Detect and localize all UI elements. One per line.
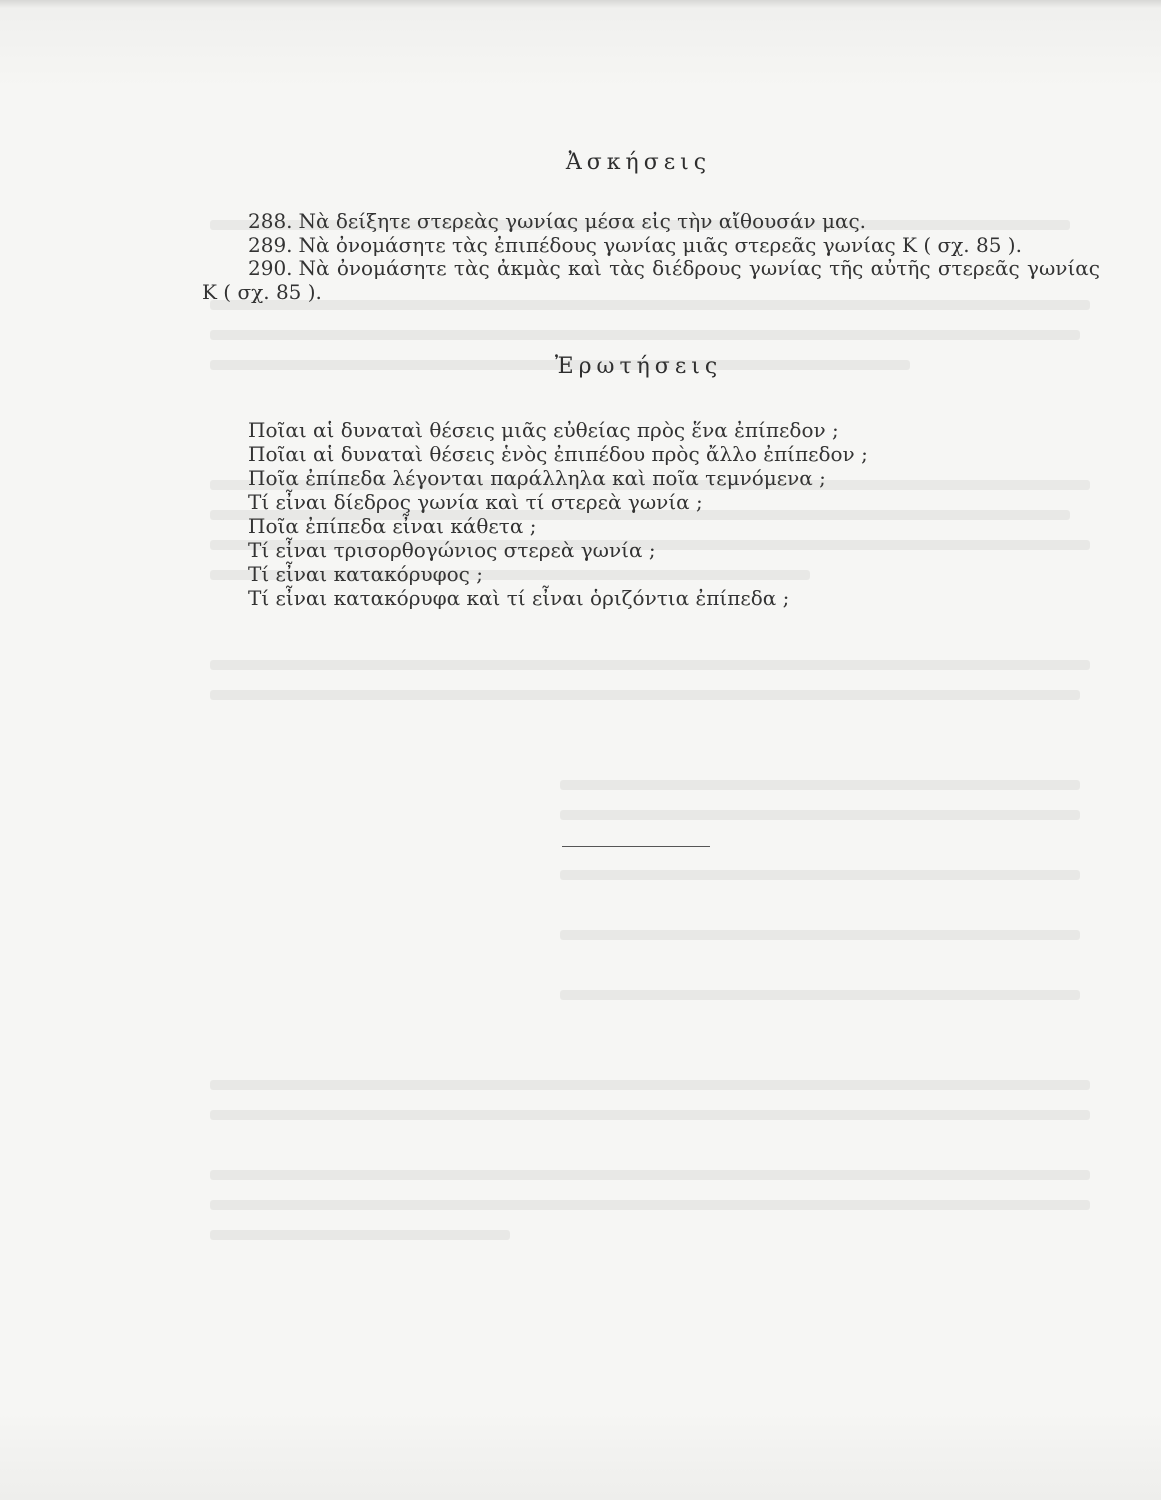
question-item: Τί εἶναι τρισορθογώνιος στερεὰ γωνία ; xyxy=(248,538,656,562)
questions-list xyxy=(248,418,1068,610)
question-item: Τί εἶναι κατακόρυφα καὶ τί εἶναι ὁριζόντια ἐπίπεδα ; xyxy=(248,586,790,610)
exercise-item xyxy=(202,234,1100,258)
question-item: Ποῖαι αἱ δυναταὶ θέσεις ἑνὸς ἐπιπέδου πρὸς ἄλλο ἐπίπεδον ; xyxy=(248,442,868,466)
question-item: Ποῖαι αἱ δυναταὶ θέσεις μιᾶς εὐθείας πρὸς ἕνα ἐπίπεδον ; xyxy=(248,418,839,442)
exercise-number: 290. xyxy=(248,256,293,280)
exercise-number: 289. xyxy=(248,232,293,257)
exercises-heading: Ἀσκήσεις xyxy=(565,150,712,175)
page-top-edge xyxy=(0,0,1161,8)
question-item: Ποῖα ἐπίπεδα λέγονται παράλληλα καὶ ποῖα τεμνόμενα ; xyxy=(248,466,826,490)
questions-heading: Ἐρωτήσεις xyxy=(554,354,723,379)
exercise-item xyxy=(202,257,1100,304)
exercises-list xyxy=(202,210,1100,304)
question-item: Ποῖα ἐπίπεδα εἶναι κάθετα ; xyxy=(248,514,537,538)
exercise-text: Νὰ ὀνομάσητε τὰς ἀκμὰς καὶ τὰς διέδρους γωνίας τῆς αὐτῆς στερεᾶς γωνίας Κ ( σχ. 85 ). xyxy=(202,256,1100,304)
exercise-number: 288. xyxy=(248,209,293,233)
section-end-divider xyxy=(562,846,710,847)
exercise-item xyxy=(202,210,1100,234)
exercise-text: Νὰ ὀνομάσητε τὰς ἐπιπέδους γωνίας μιᾶς στερεᾶς γωνίας Κ ( σχ. 85 ). xyxy=(298,232,1022,257)
exercise-text: Νὰ δείξητε στερεὰς γωνίας μέσα εἰς τὴν αἴθουσάν μας. xyxy=(298,209,867,233)
question-item: Τί εἶναι κατακόρυφος ; xyxy=(248,562,483,586)
question-item: Τί εἶναι δίεδρος γωνία καὶ τί στερεὰ γωνία ; xyxy=(248,490,703,514)
